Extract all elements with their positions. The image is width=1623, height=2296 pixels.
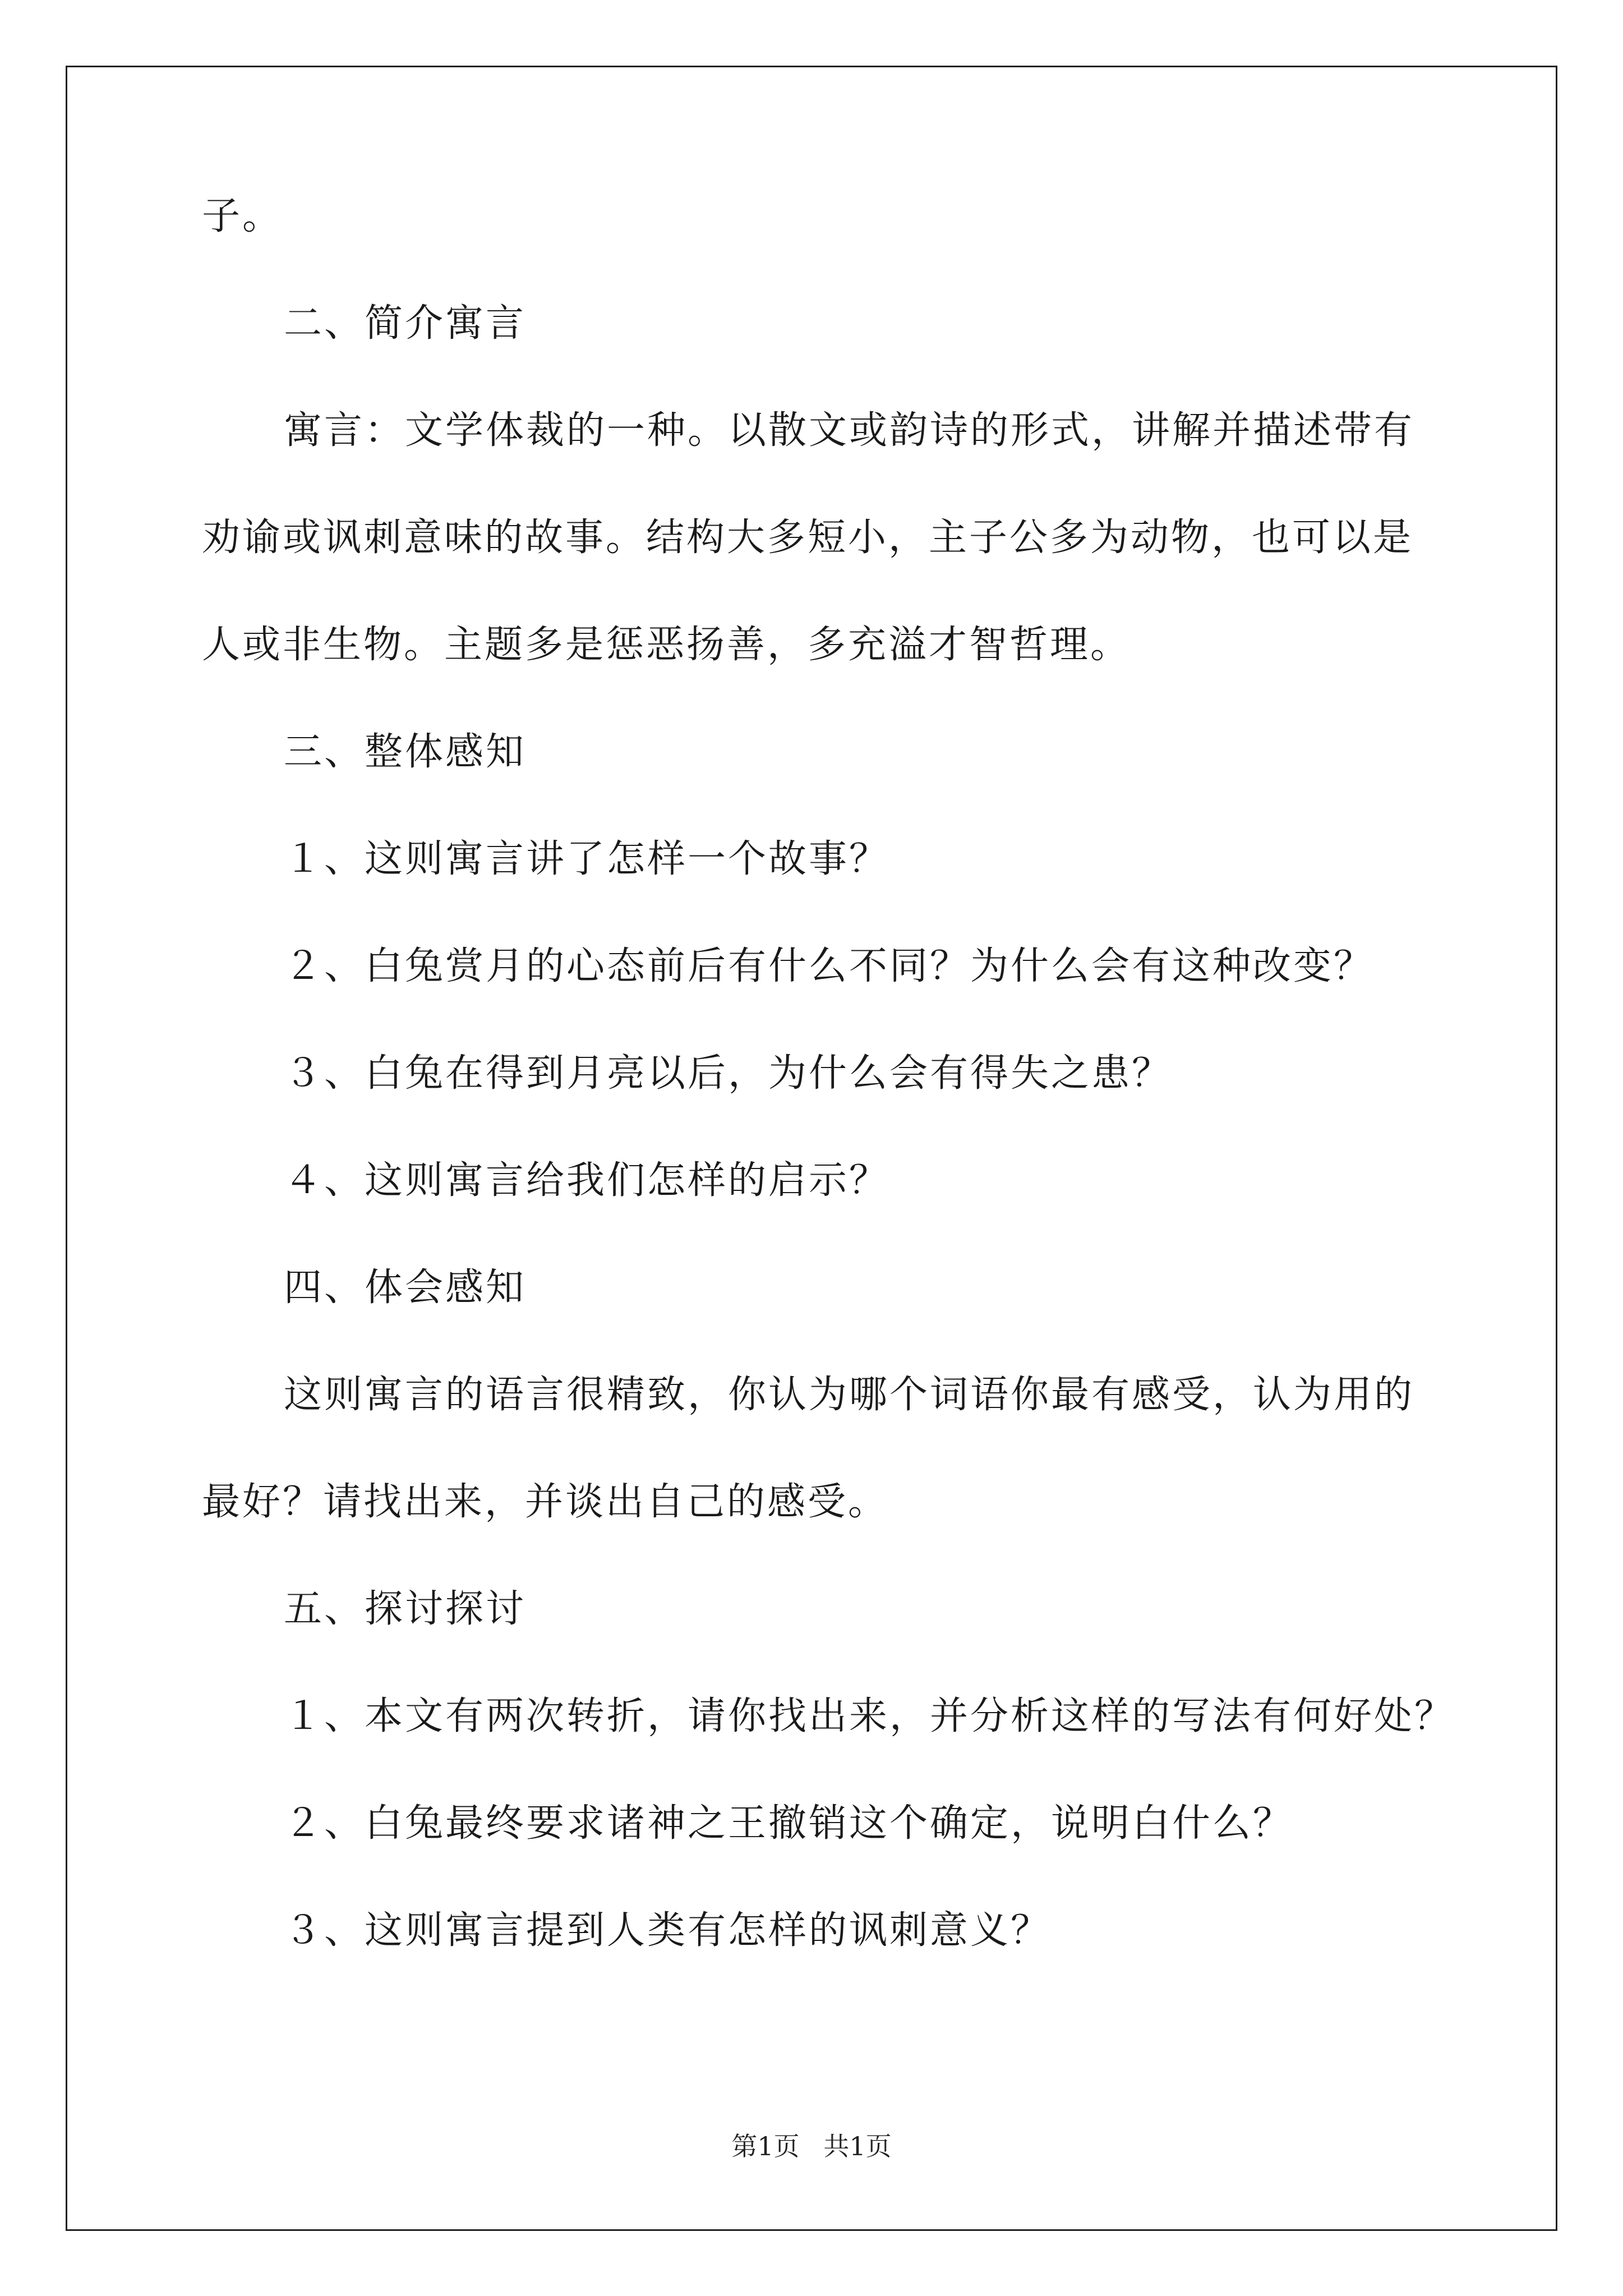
list-item: ４、这则寓言给我们怎样的启示？ — [284, 1158, 890, 1203]
paragraph-line: 人或非生物。主题多是惩恶扬善，多充溢才智哲理。 — [202, 623, 1131, 667]
section-heading: 五、探讨探讨 — [284, 1587, 527, 1631]
section-heading: 三、整体感知 — [284, 730, 527, 774]
paragraph-line: 这则寓言的语言很精致，你认为哪个词语你最有感受，认为用的 — [284, 1373, 1415, 1417]
list-item: １、这则寓言讲了怎样一个故事？ — [284, 837, 890, 881]
document-body — [202, 163, 1475, 1984]
list-item: ２、白兔最终要求诸神之王撤销这个确定，说明白什么？ — [284, 1801, 1294, 1846]
page-number: 第1页 — [731, 2131, 800, 2161]
section-heading: 四、体会感知 — [284, 1266, 527, 1310]
section-heading: 二、简介寓言 — [284, 301, 527, 346]
list-item: ３、这则寓言提到人类有怎样的讽刺意义？ — [284, 1908, 1052, 1953]
page-total: 共1页 — [823, 2131, 892, 2161]
paragraph-line: 最好？请找出来，并谈出自己的感受。 — [202, 1480, 889, 1524]
list-item: １、本文有两次转折，请你找出来，并分析这样的写法有何好处？ — [284, 1694, 1455, 1738]
page-footer — [0, 2129, 1623, 2163]
paragraph-line: 劝谕或讽刺意味的故事。结构大多短小，主子公多为动物，也可以是 — [202, 516, 1414, 560]
list-item: ２、白兔赏月的心态前后有什么不同？为什么会有这种改变？ — [284, 944, 1375, 988]
text-line: 子。 — [202, 194, 283, 238]
paragraph-line: 寓言：文学体裁的一种。以散文或韵诗的形式，讲解并描述带有 — [284, 408, 1415, 453]
list-item: ３、白兔在得到月亮以后，为什么会有得失之患？ — [284, 1051, 1173, 1096]
